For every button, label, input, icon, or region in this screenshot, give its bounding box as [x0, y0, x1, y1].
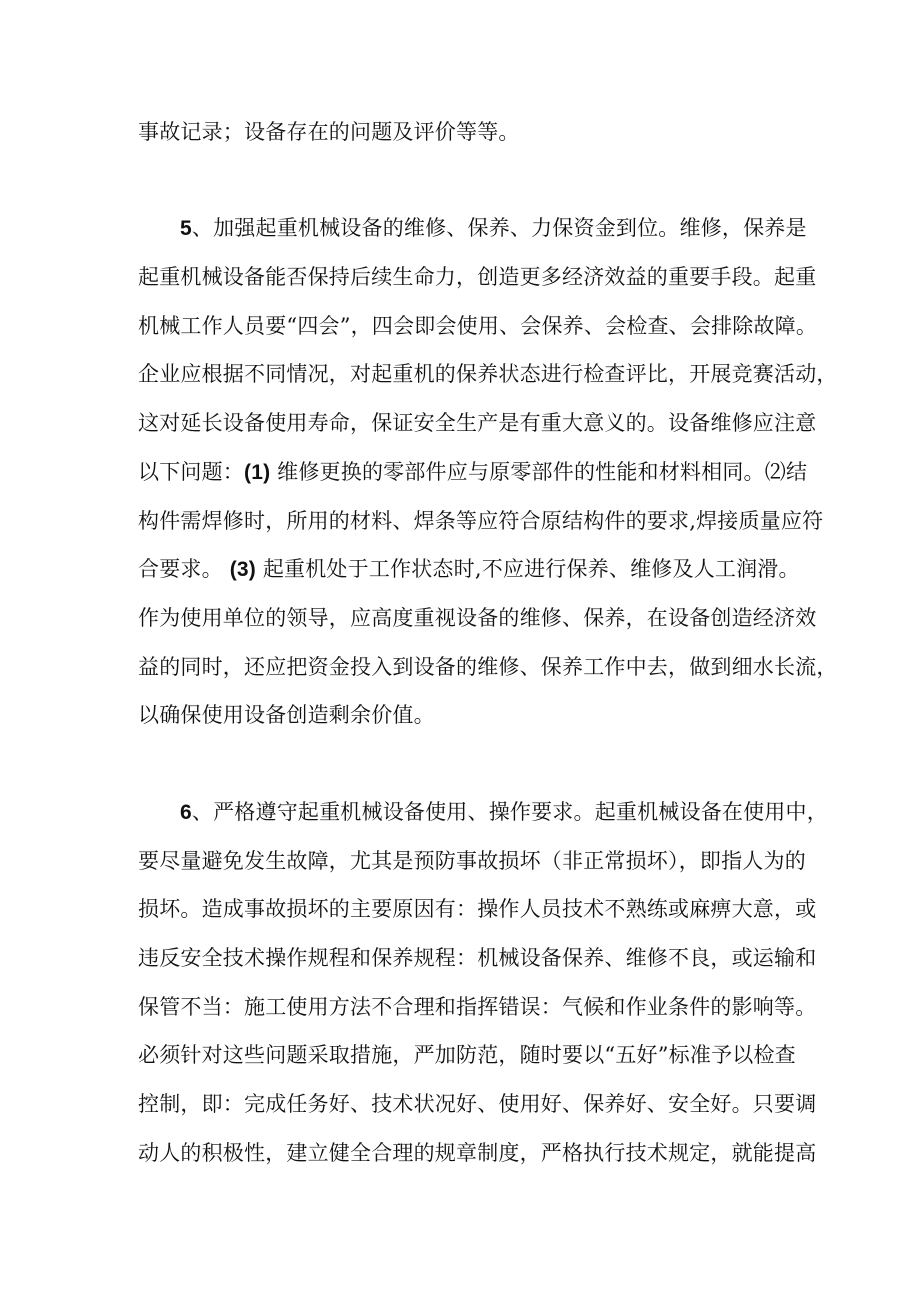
section-5-line: [0, 554, 920, 584]
section-6-line: 保管不当：施工使用方法不合理和指挥错误：气候和作业条件的影响等。: [138, 995, 817, 1019]
section-5-line: 这对延长设备使用寿命，保证安全生产是有重大意义的。设备维修应注意: [138, 411, 817, 435]
line-text: 维修更换的零部件应与原零部件的性能和材料相同。⑵结: [270, 460, 808, 484]
section-6-line: 要尽量避免发生故障，尤其是预防事故损坏（非正常损坏），即指人为的: [138, 849, 806, 873]
section-5-line: 机械工作人员要“四会”，四会即会使用、会保养、会检查、会排除故障。: [138, 314, 818, 338]
section-5-heading-text: 、加强起重机械设备的维修、保养、力保资金到位。维修，保养是: [191, 216, 807, 240]
section-6-heading-text: 、严格遵守起重机械设备使用、操作要求。起重机械设备在使用中，: [191, 800, 828, 824]
section-6-number: 6: [180, 801, 192, 824]
intro-line: 事故记录；设备存在的问题及评价等等。: [138, 120, 520, 144]
section-5-line: 构件需焊修时，所用的材料、焊条等应符合原结构件的要求,焊接质量应符: [138, 509, 824, 533]
section-6-line: 必须针对这些问题采取措施，严加防范，随时要以“五好”标准予以检查: [138, 1043, 796, 1067]
line-text: 合要求。: [138, 557, 230, 581]
section-5-line: [0, 457, 920, 487]
section-6-line: 损坏。造成事故损坏的主要原因有：操作人员技术不熟练或麻痹大意，或: [138, 897, 817, 921]
section-6-line: 违反安全技术操作规程和保养规程：机械设备保养、维修不良，或运输和: [138, 946, 817, 970]
item-1-number: (1): [244, 461, 271, 484]
section-5-number: 5: [180, 217, 192, 240]
section-6-heading-line: [0, 797, 920, 827]
section-5-line: 以确保使用设备创造剩余价值。: [138, 703, 435, 727]
line-text: 以下问题：: [138, 460, 244, 484]
section-6-line: 动人的积极性，建立健全合理的规章制度，严格执行技术规定，就能提高: [138, 1141, 817, 1165]
section-6-line: 控制，即：完成任务好、技术状况好、使用好、保养好、安全好。只要调: [138, 1092, 817, 1116]
section-5-line: 作为使用单位的领导，应高度重视设备的维修、保养，在设备创造经济效: [138, 606, 817, 630]
section-5-line: 益的同时，还应把资金投入到设备的维修、保养工作中去，做到细水长流，: [138, 655, 838, 679]
item-3-number: (3): [229, 558, 256, 581]
section-5-heading-line: [0, 213, 920, 243]
section-5-line: 起重机械设备能否保持后续生命力，创造更多经济效益的重要手段。起重: [138, 265, 817, 289]
section-5-line: 企业应根据不同情况，对起重机的保养状态进行检查评比，开展竞赛活动，: [138, 362, 838, 386]
line-text: 起重机处于工作状态时,不应进行保养、维修及人工润滑。: [255, 557, 800, 581]
